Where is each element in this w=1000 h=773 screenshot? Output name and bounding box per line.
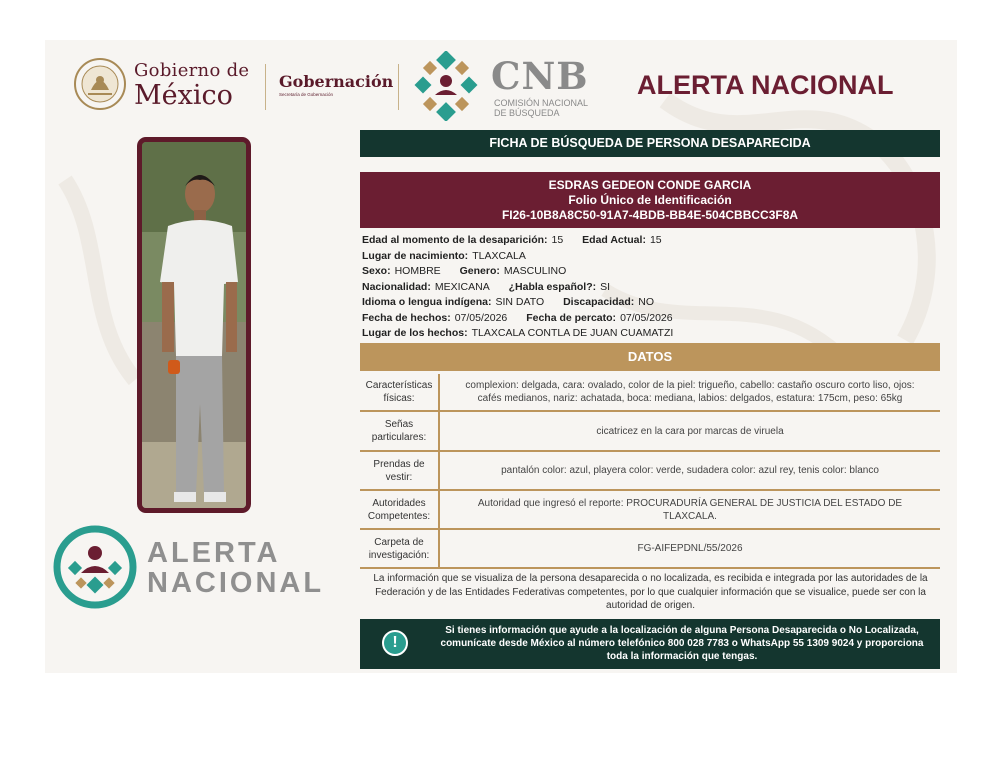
gobernacion-logo: Gobernación (279, 72, 394, 91)
alerta-nacional-heading: ALERTA NACIONAL (637, 70, 894, 100)
disclaimer-text: La información que se visualiza de la persona desaparecida o no localizada, es recibida e integrada por las autoridades de la Federación y de las Entidades Federativas competentes, por lo que cualquier información que se visualice, puede ser con la autoridad de origen. (373, 573, 928, 611)
datos-header-bar: DATOS (360, 343, 940, 371)
header-divider (398, 64, 399, 110)
datos-value: cicatricez en la cara por marcas de viruela (439, 411, 940, 451)
table-row (360, 374, 940, 411)
lugar-nacimiento-label: Lugar de nacimiento: (362, 249, 469, 262)
folio-label: Folio Único de Identificación (568, 193, 732, 207)
field-row (362, 280, 942, 296)
person-name: ESDRAS GEDEON CONDE GARCIA (548, 178, 752, 192)
person-name-bar (360, 172, 940, 228)
mexico-coat-of-arms-icon (73, 57, 127, 111)
person-photo (137, 137, 251, 513)
habla-espanol-value: SI (600, 280, 611, 293)
nacionalidad-value: MEXICANA (434, 280, 490, 293)
datos-label: Señas particulares: (360, 411, 439, 451)
field-row (362, 326, 942, 342)
table-row (360, 451, 940, 490)
table-row (360, 490, 940, 529)
alert-exclamation-icon: ! (382, 630, 408, 656)
fecha-percato-label: Fecha de percato: (526, 311, 617, 324)
fecha-hechos-value: 07/05/2026 (454, 311, 508, 324)
edad-desaparicion-label: Edad al momento de la desaparición: (362, 234, 548, 246)
edad-actual-value: 15 (649, 234, 662, 246)
person-fields (362, 233, 942, 342)
lugar-nacimiento-value: TLAXCALA (472, 249, 526, 262)
datos-label: Características físicas: (360, 374, 439, 411)
fecha-percato-value: 07/05/2026 (620, 311, 673, 324)
genero-label: Genero: (459, 265, 500, 277)
edad-actual-label: Edad Actual: (582, 234, 646, 246)
contact-bar (360, 619, 940, 669)
search-poster (45, 40, 957, 673)
field-row (362, 311, 942, 327)
edad-desaparicion-value: 15 (551, 234, 564, 246)
gobierno-line1: Gobierno de (134, 60, 250, 81)
discapacidad-label: Discapacidad: (563, 296, 635, 308)
alerta-nacional-logo-icon (53, 525, 137, 609)
datos-value: FG-AIFEPDNL/55/2026 (439, 529, 940, 568)
idioma-value: SIN DATO (495, 296, 545, 308)
datos-value: pantalón color: azul, playera color: verde, sudadera color: azul rey, tenis color: blanco (439, 451, 940, 490)
gobierno-de-mexico-logo (134, 62, 249, 109)
folio-value: FI26-10B8A8C50-91A7-4BDB-BB4E-504CBBCC3F8A (501, 208, 799, 222)
alert-logo-line1: ALERTA (147, 537, 281, 569)
person-photo-image (142, 142, 246, 508)
alert-logo-line2: NACIONAL (147, 567, 325, 599)
cnb-title: CNB (491, 54, 589, 98)
discapacidad-value: NO (638, 296, 655, 308)
cnb-subtitle-line1: COMISIÓN NACIONAL (494, 98, 589, 108)
nacionalidad-label: Nacionalidad: (362, 280, 431, 293)
datos-table (360, 374, 940, 569)
datos-label: Autoridades Competentes: (360, 490, 439, 529)
field-row (362, 233, 942, 249)
genero-value: MASCULINO (503, 265, 567, 277)
datos-label: Carpeta de investigación: (360, 529, 439, 568)
alerta-nacional-logo-text (147, 538, 324, 598)
sexo-label: Sexo: (362, 265, 391, 277)
table-row (360, 411, 940, 451)
datos-value: complexion: delgada, cara: ovalado, color de la piel: trigueño, cabello: castaño oscuro corto liso, ojos: cafés medianos, nariz: achatada, boca: mediana, labios: delgados, estatura: 175cm, peso: 65kg (439, 374, 940, 411)
cnb-subtitle (494, 98, 614, 118)
sexo-value: HOMBRE (394, 265, 441, 277)
gobernacion-subtitle: Secretaría de Gobernación (279, 92, 334, 97)
lugar-hechos-label: Lugar de los hechos: (362, 327, 468, 339)
field-row (362, 249, 942, 265)
cnb-logo-icon (411, 51, 481, 121)
gobierno-line2: México (134, 80, 233, 111)
contact-text: Si tienes información que ayude a la localización de alguna Persona Desaparecida o No Localizada, comunícate desde México al número telefónico 800 028 7783 o WhatsApp 55 1309 9024 y proporciona toda la información que tengas. (440, 625, 924, 662)
field-row (362, 264, 942, 280)
datos-value: Autoridad que ingresó el reporte: PROCURADURÍA GENERAL DE JUSTICIA DEL ESTADO DE TLAXCALA. (439, 490, 940, 529)
field-row (362, 295, 942, 311)
table-row (360, 529, 940, 568)
idioma-label: Idioma o lengua indígena: (362, 296, 492, 308)
habla-espanol-label: ¿Habla español?: (508, 280, 597, 293)
datos-label: Prendas de vestir: (360, 451, 439, 490)
fecha-hechos-label: Fecha de hechos: (362, 311, 451, 324)
cnb-subtitle-line2: DE BÚSQUEDA (494, 108, 560, 118)
lugar-hechos-value: TLAXCALA CONTLA DE JUAN CUAMATZI (471, 327, 674, 339)
header-divider (265, 64, 266, 110)
ficha-title-bar: FICHA DE BÚSQUEDA DE PERSONA DESAPARECIDA (360, 130, 940, 157)
